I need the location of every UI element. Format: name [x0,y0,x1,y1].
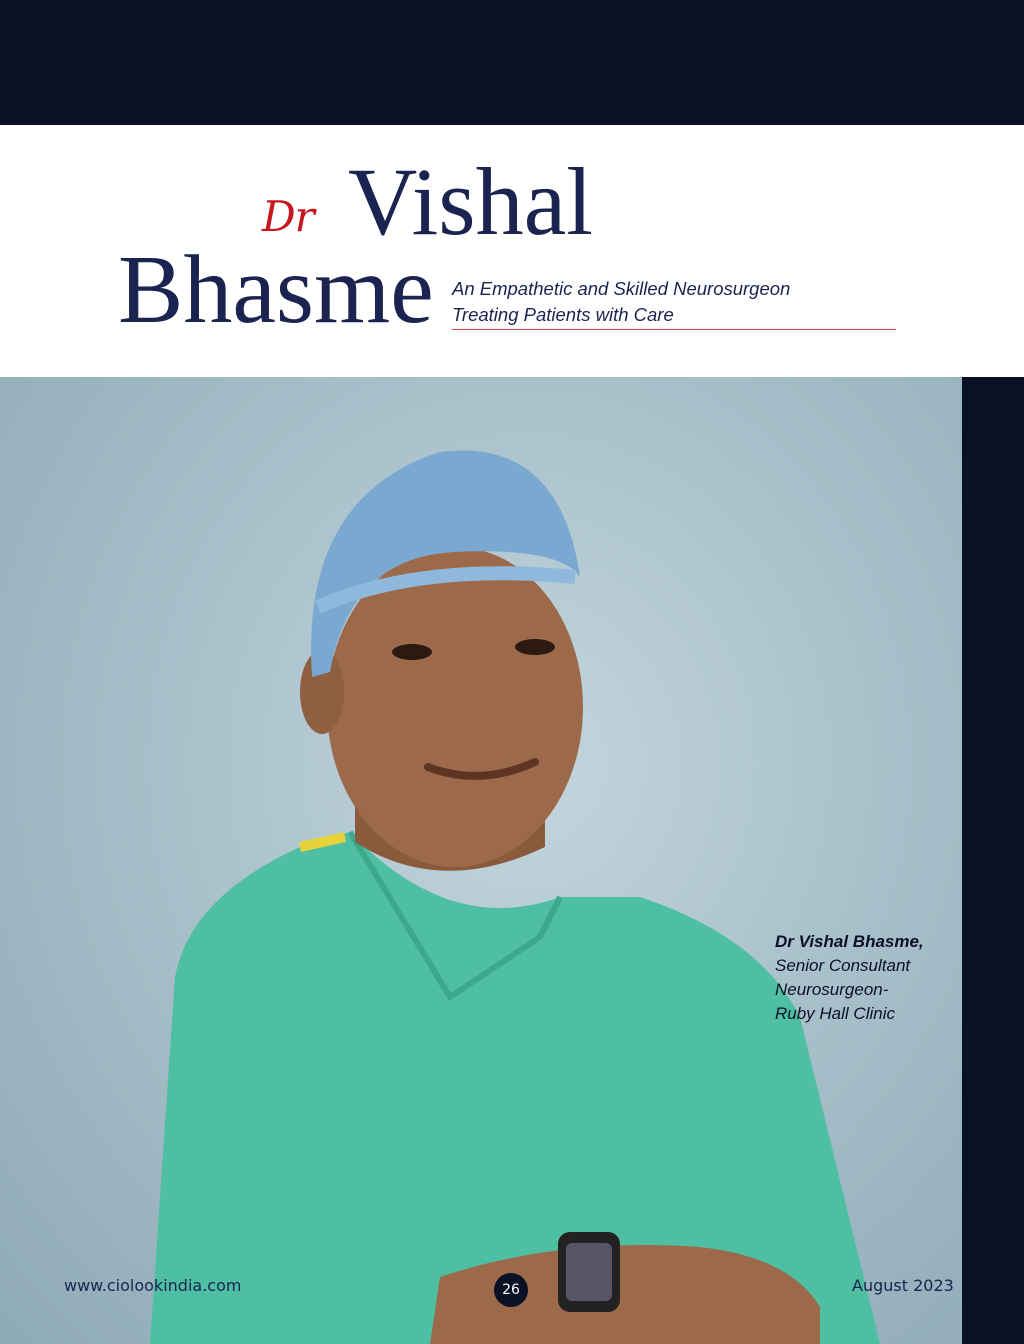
subtitle-underline [452,329,896,330]
caption-name: Dr Vishal Bhasme, [775,932,924,951]
caption-specialty: Neurosurgeon- [775,980,889,999]
article-subtitle [452,276,892,328]
title-last-name: Bhasme [118,236,434,344]
footer-website-link[interactable]: www.ciolookindia.com [64,1276,242,1295]
title-first-name: Vishal [348,148,593,255]
caption-organization: Ruby Hall Clinic [775,1004,895,1023]
portrait-photo [0,377,962,1344]
footer-issue-date: August 2023 [852,1276,954,1295]
photo-caption [775,930,924,1026]
subtitle-line-1: An Empathetic and Skilled Neurosurgeon [452,278,791,299]
page-number-badge: 26 [494,1273,528,1307]
portrait-illustration [0,377,962,1344]
top-navy-band [0,0,1024,125]
caption-title: Senior Consultant [775,956,911,975]
title-prefix: Dr [262,192,314,241]
subtitle-line-2: Treating Patients with Care [452,304,674,325]
right-navy-band [962,377,1024,1344]
